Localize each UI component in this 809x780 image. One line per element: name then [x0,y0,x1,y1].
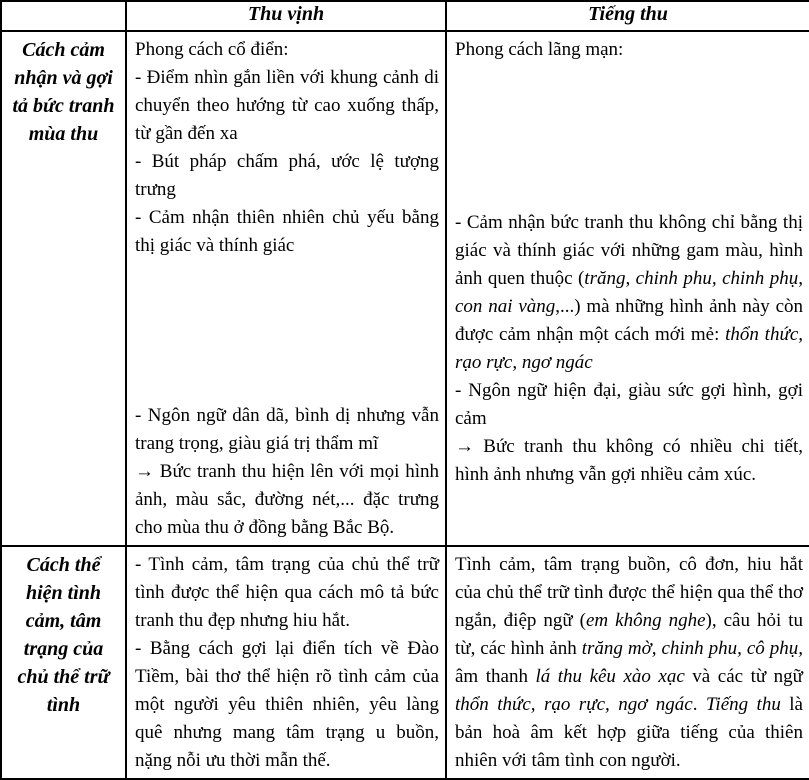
header-cell-tieng-thu: Tiếng thu [446,1,809,31]
header-row [1,1,809,31]
paragraph: - Điểm nhìn gắn liền với khung cảnh di chuyển theo hướng từ cao xuống thấp, từ gần đến xa [135,67,439,144]
paragraph: - Cảm nhận thiên nhiên chủ yếu bằng thị giác và thính giác [135,207,439,256]
vertical-gap [455,64,803,209]
row-label-cach-the-hien: Cách thể hiện tình cảm, tâm trạng của chủ thể trữ tình [1,546,126,779]
table-row-cach-the-hien [1,546,809,779]
row-label-cach-cam-nhan: Cách cảm nhận và gợi tả bức tranh mùa thu [1,31,126,546]
header-cell-empty [1,1,126,31]
header-cell-thu-vinh: Thu vịnh [126,1,446,31]
paragraph: - Bút pháp chấm phá, ước lệ tượng trưng [135,151,439,200]
paragraph: - Bằng cách gợi lại điển tích về Đào Tiềm, bài thơ thể hiện rõ tình cảm của một người yêu thiên nhiên, yêu làng quê nhưng mang tâm trạng u buồn, nặng nỗi ưu thời mẫn thế. [135,638,439,771]
paragraph: Phong cách cổ điển: [135,39,289,60]
cell-tieng-thu-cach-the-hien [446,546,809,779]
cell-thu-vinh-cach-the-hien [126,546,446,779]
paragraph: - Ngôn ngữ dân dã, bình dị nhưng vẫn trang trọng, giàu giá trị thẩm mĩ [135,405,439,454]
cell-tieng-thu-cach-cam-nhan [446,31,809,546]
table-row-cach-cam-nhan [1,31,809,546]
paragraph: → Bức tranh thu không có nhiều chi tiết, hình ảnh nhưng vẫn gợi nhiều cảm xúc. [455,436,803,485]
paragraph: - Tình cảm, tâm trạng của chủ thể trữ tình được thể hiện qua cách mô tả bức tranh thu đẹp nhưng hiu hắt. [135,554,439,631]
paragraph: - Ngôn ngữ hiện đại, giàu sức gợi hình, gợi cảm [455,380,803,429]
vertical-gap [135,260,439,402]
paragraph: Tình cảm, tâm trạng buồn, cô đơn, hiu hắt của chủ thể trữ tình được thể hiện qua thể thơ ngắn, điệp ngữ (em không nghe), câu hỏi tu từ, các hình ảnh trăng mờ, chinh phu, cô phụ, âm thanh lá thu kêu xào xạc và các từ ngữ thổn thức, rạo rực, ngơ ngác. Tiếng thu là bản hoà âm kết hợp giữa tiếng của thiên nhiên với tâm tình con người. [455,554,803,771]
cell-thu-vinh-cach-cam-nhan [126,31,446,546]
paragraph: Phong cách lãng mạn: [455,39,624,60]
paragraph: → Bức tranh thu hiện lên với mọi hình ảnh, màu sắc, đường nét,... đặc trưng cho mùa thu ở đồng bằng Bắc Bộ. [135,461,439,538]
paragraph: - Cảm nhận bức tranh thu không chỉ bằng thị giác và thính giác với những gam màu, hình ảnh quen thuộc (trăng, chinh phu, chinh phụ, con nai vàng,...) mà những hình ảnh này còn được cảm nhận một cách mới mẻ: thổn thức, rạo rực, ngơ ngác [455,212,804,373]
